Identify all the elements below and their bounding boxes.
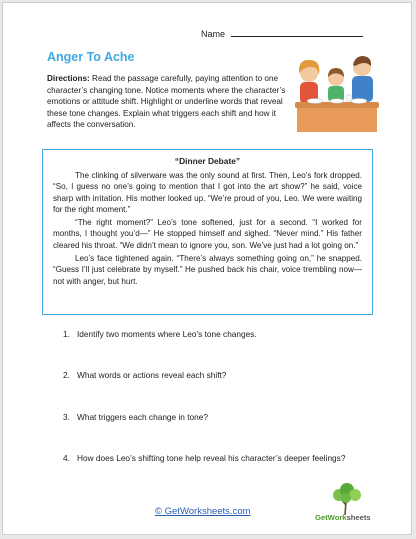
directions-text: Read the passage carefully, paying attention to one character’s changing tone. Notice moments where the character’s emotions or attitude shift. Highlight or underline words that reveal these tone changes. Explain what triggers each shift and how it affects the conversation. [47, 74, 286, 130]
logo-text-green: GetWork [315, 513, 347, 522]
worksheet-title: Anger To Ache [47, 50, 135, 64]
passage-box [42, 149, 373, 315]
question-text: What triggers each change in tone? [77, 412, 208, 422]
passage-title: “Dinner Debate” [174, 156, 241, 166]
directions-label: Directions: [47, 74, 90, 83]
question-item [63, 453, 345, 463]
name-blank-line[interactable] [231, 28, 363, 37]
directions [47, 73, 287, 131]
question-item [63, 370, 226, 380]
passage-paragraph: The clinking of silverware was the only sound at first. Then, Leo’s fork dropped. “So, I guess no one’s going to mention that I got into the art show?” he said, voice sharp with irritation. His mother looked up. “We’re proud of you, Leo. We were waiting for the right moment.” [53, 171, 362, 214]
name-field [201, 28, 363, 39]
question-text: How does Leo’s shifting tone help reveal his character’s deeper feelings? [77, 453, 346, 463]
question-item [63, 329, 257, 339]
getworksheets-link[interactable]: © GetWorksheets.com [155, 506, 251, 517]
passage-paragraph: Leo’s face tightened again. “There’s always something going on,” he snapped. “Guess I’ll just celebrate by myself.” He pushed back his chair, voice trembling now—not with anger, but hurt. [53, 254, 362, 286]
family-dinner-illustration [293, 45, 381, 137]
question-text: What words or actions reveal each shift? [77, 370, 227, 380]
passage-paragraph: “The right moment?” Leo’s tone softened, just for a second. “I worked for months, I thought you’d—” He stopped himself and sighed. “Never mind.” His father cleared his throat. “We didn’t mean to ignore you, son. We’ve just had a lot going on.” [53, 218, 362, 250]
worksheet-page [2, 2, 412, 535]
question-text: Identify two moments where Leo’s tone changes. [77, 329, 257, 339]
question-number: 1. [63, 329, 70, 339]
question-number: 3. [63, 412, 70, 422]
question-item [63, 412, 208, 422]
question-number: 4. [63, 453, 70, 463]
getworksheets-logo-text [315, 513, 371, 522]
logo-text-gray: sheets [346, 513, 371, 522]
name-label: Name [201, 29, 226, 39]
question-number: 2. [63, 370, 70, 380]
